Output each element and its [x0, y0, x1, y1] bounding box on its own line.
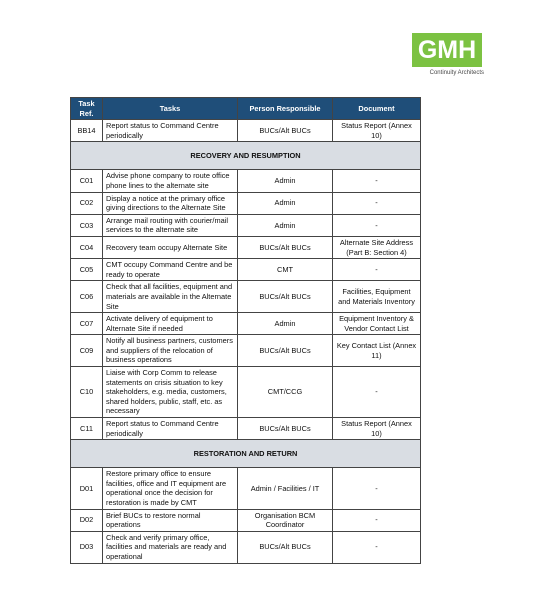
task-ref-cell: C03 [71, 214, 103, 236]
table-row [71, 335, 421, 367]
person-cell: Admin [238, 192, 333, 214]
table-row [71, 236, 421, 258]
task-ref-cell: C11 [71, 418, 103, 440]
column-header-document: Document [333, 98, 421, 120]
person-cell: Admin / Facilities / IT [238, 468, 333, 509]
person-cell: BUCs/Alt BUCs [238, 236, 333, 258]
table-row [71, 214, 421, 236]
task-table [70, 97, 421, 564]
task-cell: Advise phone company to route office phone lines to the alternate site [103, 170, 238, 192]
person-cell: Admin [238, 313, 333, 335]
task-cell: Notify all business partners, customers and suppliers of the relocation of business operations [103, 335, 238, 367]
task-cell: Brief BUCs to restore normal operations [103, 509, 238, 531]
task-cell: Check that all facilities, equipment and materials are available in the Alternate Site [103, 281, 238, 313]
person-cell: CMT/CCG [238, 367, 333, 418]
table-header-row [71, 98, 421, 120]
person-cell: BUCs/Alt BUCs [238, 531, 333, 563]
section-row [71, 440, 421, 468]
task-ref-cell: C09 [71, 335, 103, 367]
table-row [71, 418, 421, 440]
document-cell: - [333, 468, 421, 509]
person-cell: CMT [238, 259, 333, 281]
document-cell: - [333, 259, 421, 281]
person-cell: BUCs/Alt BUCs [238, 120, 333, 142]
task-cell: Check and verify primary office, facilities and materials are ready and operational [103, 531, 238, 563]
task-cell: Recovery team occupy Alternate Site [103, 236, 238, 258]
task-ref-cell: C07 [71, 313, 103, 335]
person-cell: Admin [238, 170, 333, 192]
task-cell: Activate delivery of equipment to Alternate Site if needed [103, 313, 238, 335]
person-cell: Organisation BCM Coordinator [238, 509, 333, 531]
person-cell: Admin [238, 214, 333, 236]
person-cell: BUCs/Alt BUCs [238, 418, 333, 440]
column-header-person: Person Responsible [238, 98, 333, 120]
table-row [71, 259, 421, 281]
person-cell: BUCs/Alt BUCs [238, 281, 333, 313]
task-ref-cell: D03 [71, 531, 103, 563]
document-cell: Equipment Inventory & Vendor Contact List [333, 313, 421, 335]
task-ref-cell: C10 [71, 367, 103, 418]
task-ref-cell: D01 [71, 468, 103, 509]
task-ref-cell: C05 [71, 259, 103, 281]
company-logo [412, 33, 484, 76]
document-cell: Alternate Site Address (Part B: Section 4) [333, 236, 421, 258]
column-header-tasks: Tasks [103, 98, 238, 120]
table-row [71, 509, 421, 531]
task-ref-cell: C04 [71, 236, 103, 258]
column-header-ref: Task Ref. [71, 98, 103, 120]
table-row [71, 468, 421, 509]
section-row [71, 142, 421, 170]
logo-subtitle: Continuity Architects [429, 70, 484, 76]
document-cell: Key Contact List (Annex 11) [333, 335, 421, 367]
table-row [71, 313, 421, 335]
table-row [71, 367, 421, 418]
task-ref-cell: D02 [71, 509, 103, 531]
document-cell: - [333, 192, 421, 214]
task-cell: Report status to Command Centre periodically [103, 120, 238, 142]
document-cell: - [333, 531, 421, 563]
table-row [71, 192, 421, 214]
task-cell: Report status to Command Centre periodically [103, 418, 238, 440]
section-title: RESTORATION AND RETURN [71, 440, 421, 468]
task-cell: CMT occupy Command Centre and be ready to operate [103, 259, 238, 281]
task-ref-cell: C02 [71, 192, 103, 214]
table-row [71, 281, 421, 313]
task-ref-cell: C06 [71, 281, 103, 313]
table-row [71, 531, 421, 563]
person-cell: BUCs/Alt BUCs [238, 335, 333, 367]
task-ref-cell: BB14 [71, 120, 103, 142]
document-cell: Status Report (Annex 10) [333, 418, 421, 440]
task-cell: Arrange mail routing with courier/mail services to the alternate site [103, 214, 238, 236]
document-cell: - [333, 170, 421, 192]
task-cell: Liaise with Corp Comm to release statements on crisis situation to key stakeholders, e.g. media, customers, shared holders, public, staff, etc. as necessary [103, 367, 238, 418]
task-ref-cell: C01 [71, 170, 103, 192]
document-cell: Status Report (Annex 10) [333, 120, 421, 142]
task-cell: Restore primary office to ensure facilities, office and IT equipment are operational once the decision for restoration is made by CMT [103, 468, 238, 509]
logo-mark: GMH [412, 33, 482, 67]
document-cell: - [333, 367, 421, 418]
document-cell: - [333, 509, 421, 531]
document-cell: - [333, 214, 421, 236]
task-cell: Display a notice at the primary office giving directions to the Alternate Site [103, 192, 238, 214]
section-title: RECOVERY AND RESUMPTION [71, 142, 421, 170]
document-cell: Facilities, Equipment and Materials Inventory [333, 281, 421, 313]
table-row [71, 170, 421, 192]
table-row [71, 120, 421, 142]
